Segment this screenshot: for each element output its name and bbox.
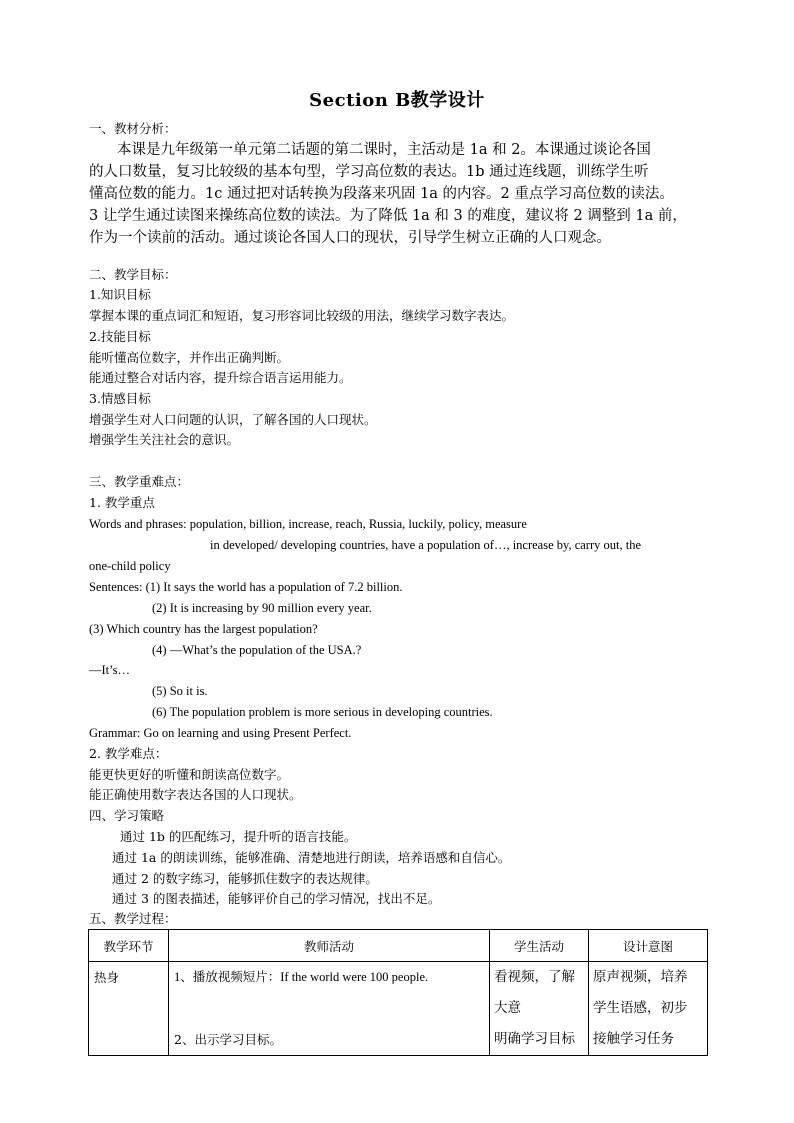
table-row — [89, 962, 708, 1056]
header-design-intent: 设计意图 — [589, 930, 708, 962]
difficulty-line: 能正确使用数字表达各国的人口现状。 — [89, 787, 302, 802]
section-3-heading: 三、教学重难点： — [89, 474, 190, 489]
design-intent-line: 学生语感，初步 — [593, 1000, 688, 1016]
student-activity-cell — [490, 962, 589, 1056]
objective-line: 2.技能目标 — [89, 329, 151, 344]
objective-line: 增强学生关注社会的意识。 — [89, 432, 240, 447]
analysis-line: 的人口数量，复习比较级的基本句型，学习高位数的表达。1b 通过连线题，训练学生听 — [89, 164, 649, 180]
sentence-line: (4) —What’s the population of the USA.? — [152, 643, 362, 657]
difficulty-title: 2. 教学难点： — [89, 746, 168, 761]
section-5-heading: 五、教学过程： — [89, 911, 177, 926]
words-phrases-line: one-child policy — [89, 559, 171, 573]
sentence-line: (2) It is increasing by 90 million every year. — [152, 601, 372, 615]
objective-line: 能通过整合对话内容，提升综合语言运用能力。 — [89, 370, 352, 385]
grammar-line: Grammar: Go on learning and using Present Perfect. — [89, 726, 352, 740]
design-intent-cell — [589, 962, 708, 1056]
header-stage: 教学环节 — [89, 930, 169, 962]
words-phrases-line: Words and phrases: population, billion, increase, reach, Russia, luckily, policy, measure — [89, 517, 527, 531]
student-activity-line: 看视频，了解 — [494, 969, 575, 985]
strategy-line: 通过 3 的图表描述，能够评价自己的学习情况，找出不足。 — [112, 891, 441, 906]
objective-line: 掌握本课的重点词汇和短语，复习形容词比较级的用法，继续学习数字表达。 — [89, 308, 515, 323]
stage-cell — [89, 962, 169, 1056]
teacher-activity-cell — [169, 962, 490, 1056]
header-teacher-activity: 教师活动 — [169, 930, 490, 962]
objective-line: 3.情感目标 — [89, 391, 151, 406]
student-activity-line: 大意 — [494, 1000, 521, 1016]
sentence-line: (5) So it is. — [152, 684, 208, 698]
teacher-activity-line: 1、播放视频短片：If the world were 100 people. — [174, 970, 429, 984]
design-intent-line: 原声视频，培养 — [593, 969, 688, 985]
analysis-line: 懂高位数的能力。1c 通过把对话转换为段落来巩固 1a 的内容。2 重点学习高位数的读法。 — [89, 186, 674, 202]
student-activity-line: 明确学习目标 — [494, 1031, 575, 1047]
header-student-activity: 学生活动 — [490, 930, 589, 962]
sentence-line: (6) The population problem is more serious in developing countries. — [152, 705, 493, 719]
objective-line: 增强学生对人口问题的认识，了解各国的人口现状。 — [89, 412, 377, 427]
teacher-activity-line — [169, 993, 489, 1024]
objective-line: 1.知识目标 — [89, 287, 151, 302]
objective-line: 能听懂高位数字，并作出正确判断。 — [89, 350, 290, 365]
strategy-line: 通过 1a 的朗读训练，能够准确、清楚地进行朗读，培养语感和自信心。 — [112, 850, 511, 865]
analysis-line: 本课是九年级第一单元第二话题的第二课时，主活动是 1a 和 2。本课通过谈论各国 — [117, 142, 651, 158]
teacher-activity-line: 2、出示学习目标。 — [174, 1032, 282, 1047]
strategy-line: 通过 1b 的匹配练习，提升听的语言技能。 — [120, 829, 357, 844]
stage-text: 热身 — [94, 970, 120, 985]
section-1-heading: 一、教材分析： — [89, 121, 177, 136]
analysis-line: 作为一个读前的活动。通过谈论各国人口的现状，引导学生树立正确的人口观念。 — [89, 230, 611, 246]
section-2-heading: 二、教学目标： — [89, 267, 177, 282]
strategy-line: 通过 2 的数字练习，能够抓住数字的表达规律。 — [112, 871, 378, 886]
sentence-line: (3) Which country has the largest population? — [89, 622, 318, 636]
document-title: Section B教学设计 — [309, 90, 485, 111]
section-4-heading: 四、学习策略 — [89, 808, 165, 823]
sentence-line: —It’s… — [89, 663, 130, 677]
difficulty-line: 能更快更好的听懂和朗读高位数字。 — [89, 767, 290, 782]
design-intent-line: 接触学习任务 — [593, 1031, 674, 1047]
words-phrases-line: in developed/ developing countries, have a population of…, increase by, carry out, the — [210, 538, 641, 552]
table-header-row — [89, 930, 708, 962]
focus-title: 1. 教学重点 — [89, 495, 155, 510]
teaching-process-table — [88, 929, 708, 1056]
analysis-line: 3 让学生通过读图来操练高位数的读法。为了降低 1a 和 3 的难度，建议将 2 调整到 1a 前， — [89, 208, 687, 224]
sentence-line: Sentences: (1) It says the world has a population of 7.2 billion. — [89, 580, 403, 594]
